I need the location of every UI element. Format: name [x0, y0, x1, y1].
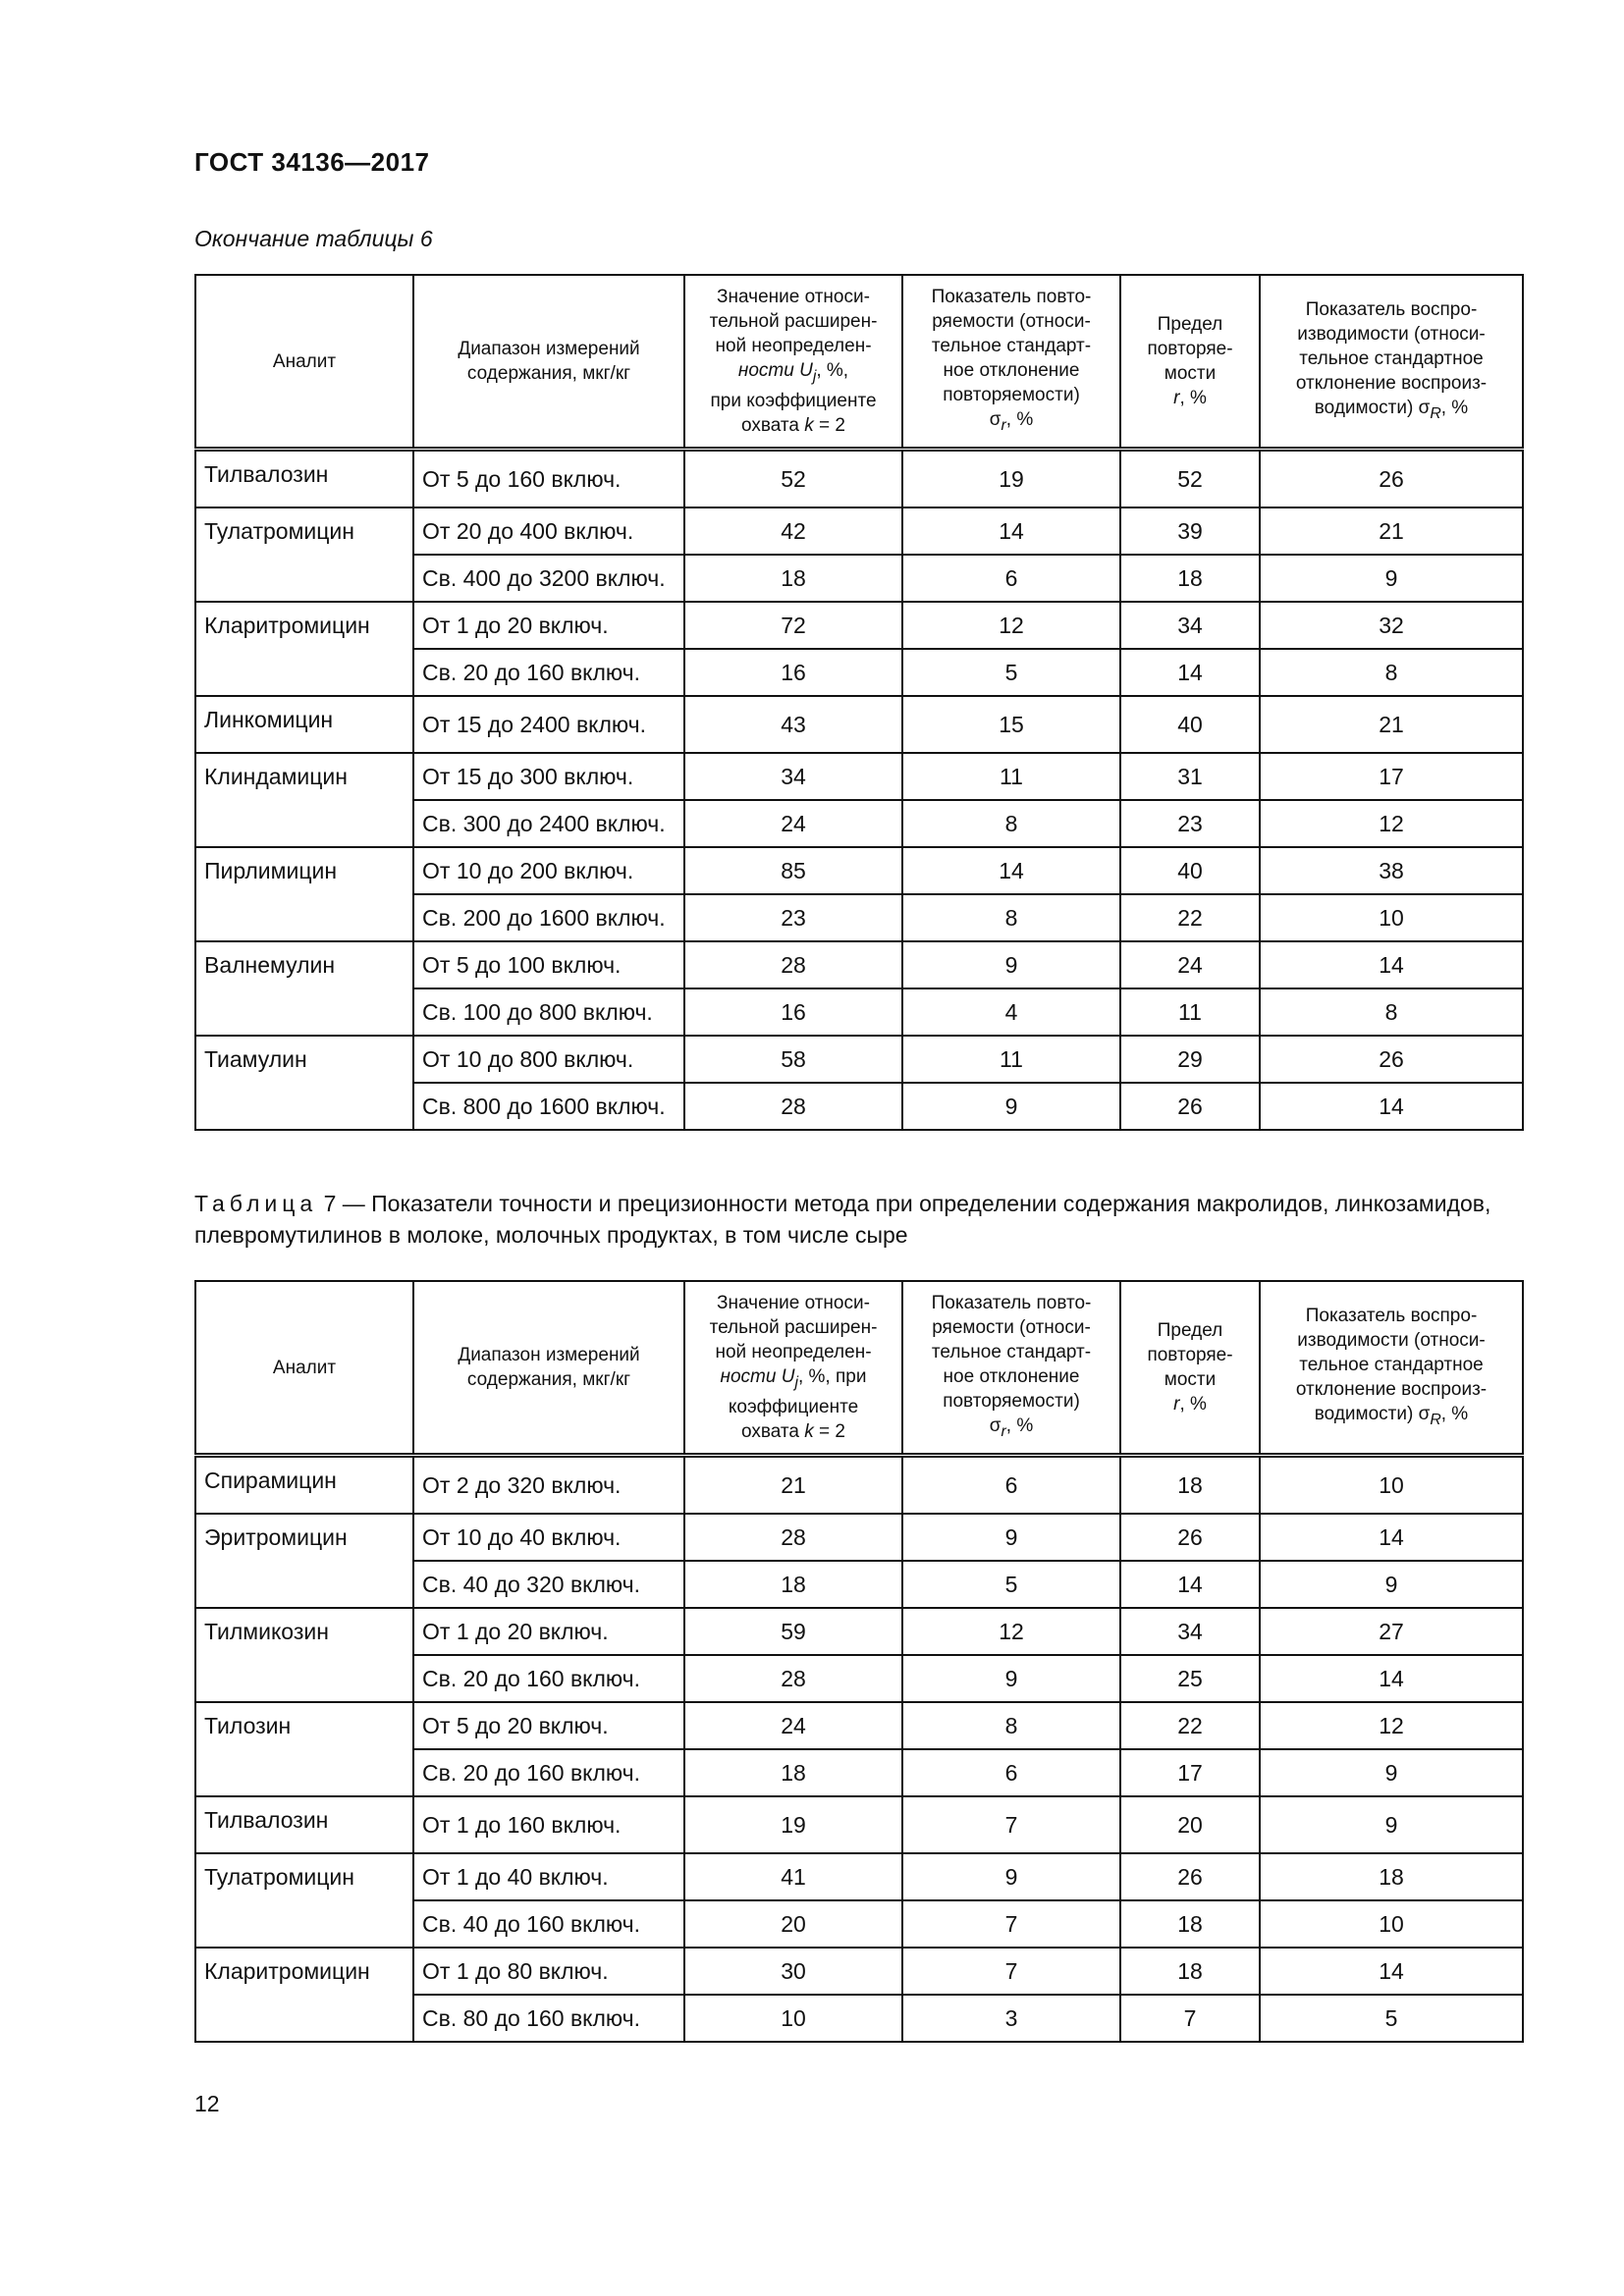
- cell-range: От 15 до 2400 включ.: [413, 696, 684, 753]
- cell-range: Св. 400 до 3200 включ.: [413, 555, 684, 602]
- cell-reproducibility: 26: [1260, 450, 1523, 508]
- cell-repeatability-limit: 17: [1120, 1749, 1260, 1796]
- table-row: [195, 507, 1523, 555]
- col-header-range: Диапазон измерений содержания, мкг/кг: [413, 275, 684, 450]
- page-number: 12: [194, 2091, 220, 2116]
- cell-repeatability: 8: [902, 1702, 1120, 1749]
- cell-reproducibility: 10: [1260, 1900, 1523, 1948]
- cell-repeatability-limit: 31: [1120, 753, 1260, 800]
- cell-reproducibility: 8: [1260, 988, 1523, 1036]
- cell-uncertainty: 18: [684, 1561, 902, 1608]
- cell-uncertainty: 24: [684, 1702, 902, 1749]
- cell-uncertainty: 43: [684, 696, 902, 753]
- cell-reproducibility: 14: [1260, 1083, 1523, 1130]
- cell-uncertainty: 28: [684, 941, 902, 988]
- cell-analyte: Клиндамицин: [195, 753, 413, 847]
- cell-repeatability: 9: [902, 1655, 1120, 1702]
- cell-range: Св. 40 до 160 включ.: [413, 1900, 684, 1948]
- cell-reproducibility: 14: [1260, 941, 1523, 988]
- cell-reproducibility: 12: [1260, 800, 1523, 847]
- table-row: [195, 602, 1523, 649]
- cell-range: От 1 до 160 включ.: [413, 1796, 684, 1853]
- table-row: [195, 1608, 1523, 1655]
- cell-repeatability: 3: [902, 1995, 1120, 2042]
- table7-header-row: [195, 1281, 1523, 1456]
- cell-repeatability-limit: 24: [1120, 941, 1260, 988]
- document-standard-id: ГОСТ 34136—2017: [194, 147, 430, 177]
- cell-repeatability: 9: [902, 1514, 1120, 1561]
- cell-range: От 10 до 800 включ.: [413, 1036, 684, 1083]
- cell-range: От 2 до 320 включ.: [413, 1456, 684, 1515]
- cell-uncertainty: 21: [684, 1456, 902, 1515]
- cell-repeatability: 6: [902, 1749, 1120, 1796]
- cell-repeatability: 4: [902, 988, 1120, 1036]
- cell-analyte: Пирлимицин: [195, 847, 413, 941]
- table7: [194, 1280, 1524, 2043]
- table-row: [195, 1796, 1523, 1853]
- cell-analyte: Валнемулин: [195, 941, 413, 1036]
- cell-repeatability-limit: 7: [1120, 1995, 1260, 2042]
- col-header-repeatability-limit: Предел повторяе- мости r, %: [1120, 275, 1260, 450]
- cell-analyte: Тулатромицин: [195, 507, 413, 602]
- cell-repeatability: 7: [902, 1900, 1120, 1948]
- cell-range: От 1 до 40 включ.: [413, 1853, 684, 1900]
- table6-caption: Окончание таблицы 6: [194, 226, 433, 251]
- cell-range: Св. 200 до 1600 включ.: [413, 894, 684, 941]
- cell-repeatability-limit: 22: [1120, 894, 1260, 941]
- cell-range: От 1 до 20 включ.: [413, 602, 684, 649]
- table-row: [195, 1702, 1523, 1749]
- col-header-range: Диапазон измерений содержания, мкг/кг: [413, 1281, 684, 1456]
- cell-reproducibility: 21: [1260, 507, 1523, 555]
- table-row: [195, 1036, 1523, 1083]
- cell-repeatability-limit: 25: [1120, 1655, 1260, 1702]
- cell-repeatability: 9: [902, 941, 1120, 988]
- cell-analyte: Тилвалозин: [195, 450, 413, 508]
- table-row: [195, 753, 1523, 800]
- cell-analyte: Спирамицин: [195, 1456, 413, 1515]
- cell-uncertainty: 59: [684, 1608, 902, 1655]
- col-header-repeatability: Показатель повто- ряемости (относи- тельное стандарт- ное отклонение повторяемости) $\sigma_r$, %: [902, 275, 1120, 450]
- cell-reproducibility: 18: [1260, 1853, 1523, 1900]
- table-row: [195, 1456, 1523, 1515]
- cell-repeatability-limit: 18: [1120, 1456, 1260, 1515]
- cell-uncertainty: 23: [684, 894, 902, 941]
- cell-range: Св. 300 до 2400 включ.: [413, 800, 684, 847]
- table-row: [195, 450, 1523, 508]
- cell-reproducibility: 9: [1260, 1561, 1523, 1608]
- cell-reproducibility: 17: [1260, 753, 1523, 800]
- cell-repeatability-limit: 29: [1120, 1036, 1260, 1083]
- cell-repeatability: 8: [902, 894, 1120, 941]
- cell-range: От 1 до 80 включ.: [413, 1948, 684, 1995]
- cell-reproducibility: 12: [1260, 1702, 1523, 1749]
- col-header-repeatability-limit: Предел повторяе- мости r, %: [1120, 1281, 1260, 1456]
- cell-repeatability-limit: 52: [1120, 450, 1260, 508]
- cell-repeatability: 6: [902, 1456, 1120, 1515]
- cell-range: От 5 до 100 включ.: [413, 941, 684, 988]
- col-header-uncertainty: Значение относи- тельной расширен- ной неопределен- ности $U_j$, %, при коэффициенте охвата k = 2: [684, 1281, 902, 1456]
- cell-uncertainty: 28: [684, 1083, 902, 1130]
- cell-reproducibility: 8: [1260, 649, 1523, 696]
- cell-analyte: Тилозин: [195, 1702, 413, 1796]
- table6: [194, 274, 1524, 1131]
- cell-uncertainty: 18: [684, 555, 902, 602]
- cell-repeatability-limit: 18: [1120, 555, 1260, 602]
- cell-repeatability-limit: 40: [1120, 847, 1260, 894]
- cell-reproducibility: 9: [1260, 555, 1523, 602]
- table7-caption: [194, 1188, 1522, 1251]
- cell-uncertainty: 42: [684, 507, 902, 555]
- cell-repeatability-limit: 14: [1120, 1561, 1260, 1608]
- cell-repeatability-limit: 26: [1120, 1853, 1260, 1900]
- cell-repeatability: 15: [902, 696, 1120, 753]
- cell-uncertainty: 24: [684, 800, 902, 847]
- cell-uncertainty: 18: [684, 1749, 902, 1796]
- col-header-reproducibility: Показатель воспро- изводимости (относи- тельное стандартное отклонение воспроиз- водимости) $\sigma_R$, %: [1260, 1281, 1523, 1456]
- cell-reproducibility: 38: [1260, 847, 1523, 894]
- table-row: [195, 696, 1523, 753]
- cell-repeatability-limit: 26: [1120, 1083, 1260, 1130]
- cell-uncertainty: 10: [684, 1995, 902, 2042]
- cell-reproducibility: 14: [1260, 1948, 1523, 1995]
- col-header-analyte: Аналит: [195, 275, 413, 450]
- cell-repeatability-limit: 14: [1120, 649, 1260, 696]
- cell-range: Св. 40 до 320 включ.: [413, 1561, 684, 1608]
- cell-range: Св. 20 до 160 включ.: [413, 1749, 684, 1796]
- cell-range: Св. 800 до 1600 включ.: [413, 1083, 684, 1130]
- cell-uncertainty: 19: [684, 1796, 902, 1853]
- col-header-reproducibility: Показатель воспро- изводимости (относи- тельное стандартное отклонение воспроиз- водимости) $\sigma_R$, %: [1260, 275, 1523, 450]
- cell-repeatability: 12: [902, 1608, 1120, 1655]
- cell-uncertainty: 30: [684, 1948, 902, 1995]
- cell-range: От 10 до 40 включ.: [413, 1514, 684, 1561]
- cell-repeatability: 5: [902, 1561, 1120, 1608]
- cell-repeatability: 7: [902, 1796, 1120, 1853]
- cell-range: От 10 до 200 включ.: [413, 847, 684, 894]
- cell-repeatability-limit: 18: [1120, 1900, 1260, 1948]
- cell-range: Св. 100 до 800 включ.: [413, 988, 684, 1036]
- col-header-analyte: Аналит: [195, 1281, 413, 1456]
- cell-uncertainty: 34: [684, 753, 902, 800]
- cell-reproducibility: 10: [1260, 894, 1523, 941]
- cell-repeatability: 9: [902, 1853, 1120, 1900]
- cell-uncertainty: 58: [684, 1036, 902, 1083]
- cell-uncertainty: 28: [684, 1655, 902, 1702]
- cell-repeatability: 14: [902, 507, 1120, 555]
- cell-reproducibility: 32: [1260, 602, 1523, 649]
- cell-repeatability-limit: 39: [1120, 507, 1260, 555]
- cell-repeatability-limit: 23: [1120, 800, 1260, 847]
- cell-repeatability: 19: [902, 450, 1120, 508]
- cell-reproducibility: 9: [1260, 1796, 1523, 1853]
- cell-repeatability-limit: 34: [1120, 1608, 1260, 1655]
- table6-header-row: [195, 275, 1523, 450]
- cell-reproducibility: 26: [1260, 1036, 1523, 1083]
- cell-range: Св. 80 до 160 включ.: [413, 1995, 684, 2042]
- cell-uncertainty: 16: [684, 988, 902, 1036]
- cell-uncertainty: 16: [684, 649, 902, 696]
- cell-analyte: Тиамулин: [195, 1036, 413, 1130]
- cell-analyte: Тилвалозин: [195, 1796, 413, 1853]
- cell-range: От 5 до 20 включ.: [413, 1702, 684, 1749]
- cell-reproducibility: 10: [1260, 1456, 1523, 1515]
- cell-reproducibility: 9: [1260, 1749, 1523, 1796]
- table-row: [195, 1948, 1523, 1995]
- table-row: [195, 1514, 1523, 1561]
- cell-range: От 1 до 20 включ.: [413, 1608, 684, 1655]
- cell-repeatability-limit: 20: [1120, 1796, 1260, 1853]
- cell-uncertainty: 20: [684, 1900, 902, 1948]
- table-row: [195, 941, 1523, 988]
- cell-uncertainty: 41: [684, 1853, 902, 1900]
- cell-range: Св. 20 до 160 включ.: [413, 649, 684, 696]
- cell-repeatability: 9: [902, 1083, 1120, 1130]
- table7-caption-label: Таблица: [194, 1191, 318, 1216]
- cell-range: От 5 до 160 включ.: [413, 450, 684, 508]
- cell-repeatability: 6: [902, 555, 1120, 602]
- cell-reproducibility: 5: [1260, 1995, 1523, 2042]
- cell-analyte: Тилмикозин: [195, 1608, 413, 1702]
- cell-analyte: Эритромицин: [195, 1514, 413, 1608]
- table-row: [195, 847, 1523, 894]
- cell-uncertainty: 52: [684, 450, 902, 508]
- cell-analyte: Кларитромицин: [195, 1948, 413, 2042]
- cell-reproducibility: 14: [1260, 1655, 1523, 1702]
- cell-repeatability-limit: 11: [1120, 988, 1260, 1036]
- cell-analyte: Линкомицин: [195, 696, 413, 753]
- cell-repeatability: 14: [902, 847, 1120, 894]
- table-row: [195, 1853, 1523, 1900]
- col-header-uncertainty: Значение относи- тельной расширен- ной неопределен- ности $U_j$, %, при коэффициенте охвата k = 2: [684, 275, 902, 450]
- cell-repeatability: 11: [902, 1036, 1120, 1083]
- cell-analyte: Тулатромицин: [195, 1853, 413, 1948]
- table7-caption-text: 7 — Показатели точности и прецизионности метода при определении содержания макролидов, линкозамидов, плевромутилинов в молоке, молочных продуктах, в том числе сыре: [194, 1191, 1491, 1248]
- cell-reproducibility: 14: [1260, 1514, 1523, 1561]
- cell-repeatability-limit: 40: [1120, 696, 1260, 753]
- cell-repeatability: 12: [902, 602, 1120, 649]
- cell-repeatability: 8: [902, 800, 1120, 847]
- cell-uncertainty: 72: [684, 602, 902, 649]
- cell-range: От 15 до 300 включ.: [413, 753, 684, 800]
- cell-range: Св. 20 до 160 включ.: [413, 1655, 684, 1702]
- cell-uncertainty: 85: [684, 847, 902, 894]
- cell-analyte: Кларитромицин: [195, 602, 413, 696]
- col-header-repeatability: Показатель повто- ряемости (относи- тельное стандарт- ное отклонение повторяемости) $\sigma_r$, %: [902, 1281, 1120, 1456]
- cell-repeatability-limit: 18: [1120, 1948, 1260, 1995]
- cell-range: От 20 до 400 включ.: [413, 507, 684, 555]
- cell-repeatability-limit: 34: [1120, 602, 1260, 649]
- cell-uncertainty: 28: [684, 1514, 902, 1561]
- cell-repeatability-limit: 26: [1120, 1514, 1260, 1561]
- cell-reproducibility: 21: [1260, 696, 1523, 753]
- cell-repeatability: 5: [902, 649, 1120, 696]
- cell-repeatability-limit: 22: [1120, 1702, 1260, 1749]
- cell-reproducibility: 27: [1260, 1608, 1523, 1655]
- cell-repeatability: 11: [902, 753, 1120, 800]
- cell-repeatability: 7: [902, 1948, 1120, 1995]
